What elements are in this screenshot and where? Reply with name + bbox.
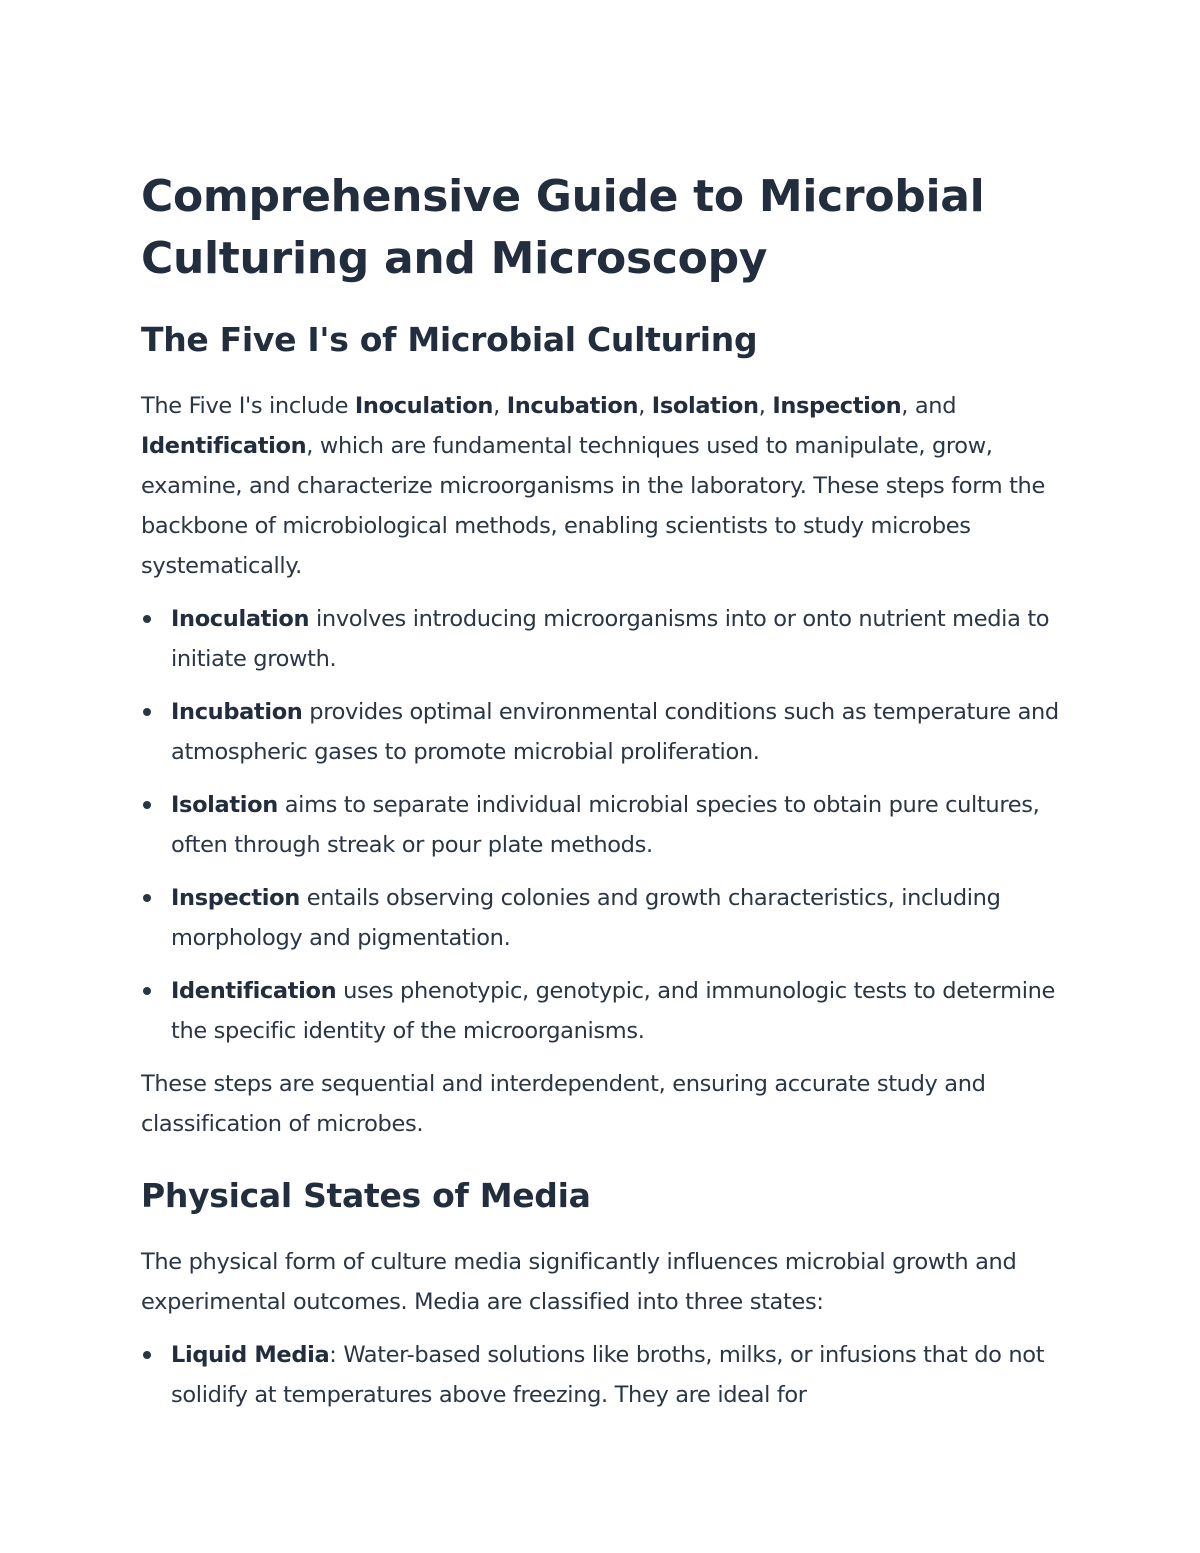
section-heading-physical-states: Physical States of Media [141, 1176, 591, 1215]
document-page [141, 166, 1061, 1428]
five-is-intro-paragraph: The Five I's include Inoculation, Incubation, Isolation, Inspection, and Identification, which are fundamental techniques used to manipulate, grow, examine, and characterize microorganisms in the laboratory. These steps form the backbone of microbiological methods, enabling scientists to study microbes systematically. [141, 393, 1045, 579]
section-heading-five-is: The Five I's of Microbial Culturing [141, 320, 758, 359]
physical-states-intro-paragraph: The physical form of culture media significantly influences microbial growth and experimental outcomes. Media are classified into three states: [141, 1249, 1017, 1315]
bullet-icon [143, 1351, 151, 1359]
term-isolation: Isolation [651, 393, 759, 419]
list-item: Inspection entails observing colonies and growth characteristics, including morphology and pigmentation. [141, 878, 1061, 958]
physical-states-list [141, 1335, 1061, 1415]
list-item: Liquid Media: Water-based solutions like broths, milks, or infusions that do not solidify at temperatures above freezing. They are ideal for [141, 1335, 1061, 1415]
list-item: Inoculation involves introducing microorganisms into or onto nutrient media to initiate growth. [141, 599, 1061, 679]
list-item: Identification uses phenotypic, genotypic, and immunologic tests to determine the specific identity of the microorganisms. [141, 971, 1061, 1051]
term-inspection: Inspection [772, 393, 902, 419]
bullet-icon [143, 894, 151, 902]
list-item: Isolation aims to separate individual microbial species to obtain pure cultures, often through streak or pour plate methods. [141, 785, 1061, 865]
term-inoculation: Inoculation [354, 393, 494, 419]
bullet-icon [143, 987, 151, 995]
bullet-icon [143, 708, 151, 716]
bullet-icon [143, 615, 151, 623]
term-identification: Identification [141, 433, 307, 459]
five-is-list [141, 599, 1061, 1051]
bullet-icon [143, 801, 151, 809]
term-incubation: Incubation [506, 393, 639, 419]
list-item: Incubation provides optimal environmental conditions such as temperature and atmospheric gases to promote microbial proliferation. [141, 692, 1061, 772]
page-title: Comprehensive Guide to Microbial Culturing and Microscopy [141, 171, 985, 284]
five-is-outro-paragraph: These steps are sequential and interdependent, ensuring accurate study and classification of microbes. [141, 1071, 986, 1137]
